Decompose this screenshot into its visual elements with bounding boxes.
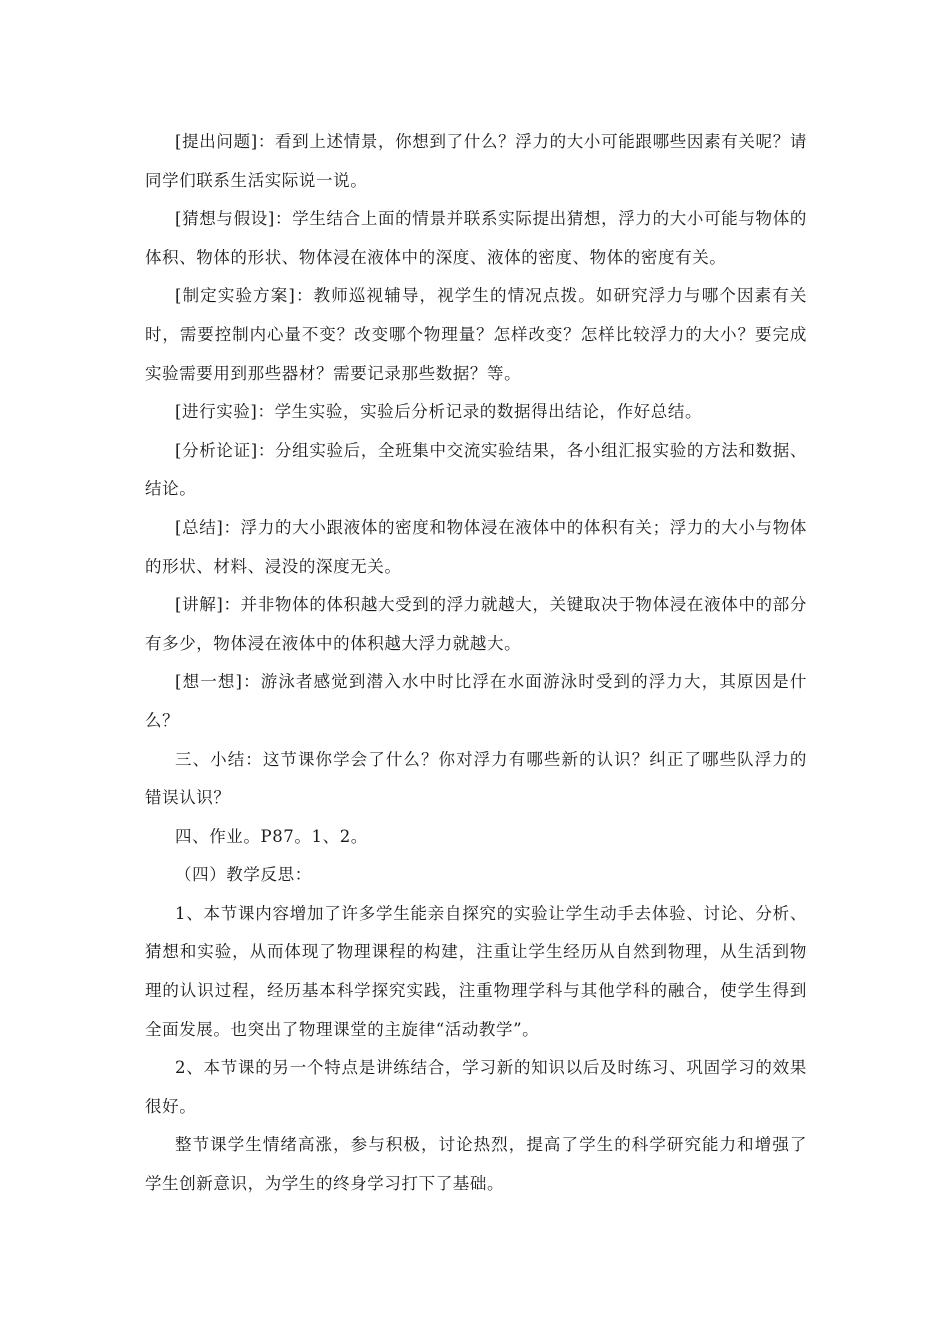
paragraph-think: [想一想]：游泳者感觉到潜入水中时比浮在水面游泳时受到的浮力大，其原因是什么？ xyxy=(145,672,807,730)
paragraph-conclusion: 整节课学生情绪高涨，参与积极，讨论热烈，提高了学生的科学研究能力和增强了学生创新意识，为学生的终身学习打下了基础。 xyxy=(145,1135,807,1194)
paragraph-hypothesis: [猜想与假设]：学生结合上面的情景并联系实际提出猜想，浮力的大小可能与物体的体积、物体的形状、物体浸在液体中的深度、液体的密度、物体的密度有关。 xyxy=(145,209,807,267)
paragraph-homework: 四、作业。P87。1、2。 xyxy=(175,826,368,846)
paragraph-conduct-experiment: [进行实验]：学生实验，实验后分析记录的数据得出结论，作好总结。 xyxy=(175,402,703,422)
paragraph-reflection-heading: （四）教学反思： xyxy=(175,865,312,885)
paragraph-lesson-summary: 三、小结：这节课你学会了什么？你对浮力有哪些新的认识？纠正了哪些队浮力的错误认识？ xyxy=(145,749,807,808)
document-page xyxy=(145,123,807,1204)
paragraph-raise-question: [提出问题]：看到上述情景，你想到了什么？浮力的大小可能跟哪些因素有关呢？请同学们联系生活实际说一说。 xyxy=(145,132,807,190)
paragraph-reflection-1: 1、本节课内容增加了许多学生能亲自探究的实验让学生动手去体验、讨论、分析、猜想和实验，从而体现了物理课程的构建，注重让学生经历从自然到物理，从生活到物理的认识过程，经历基本科学探究实践，注重物理学科与其他学科的融合，使学生得到全面发展。也突出了物理课堂的主旋律“活动教学”。 xyxy=(145,903,807,1039)
paragraph-summary: [总结]：浮力的大小跟液体的密度和物体浸在液体中的体积有关；浮力的大小与物体的形状、材料、浸没的深度无关。 xyxy=(145,517,807,576)
paragraph-analysis: [分析论证]：分组实验后，全班集中交流实验结果，各小组汇报实验的方法和数据、结论。 xyxy=(145,440,807,499)
paragraph-experiment-plan: [制定实验方案]：教师巡视辅导，视学生的情况点拨。如研究浮力与哪个因素有关时，需要控制内心量不变？改变哪个物理量？怎样改变？怎样比较浮力的大小？要完成实验需要用到那些器材？需要记录那些数据？等。 xyxy=(145,286,807,383)
paragraph-explanation: [讲解]：并非物体的体积越大受到的浮力就越大，关键取决于物体浸在液体中的部分有多少，物体浸在液体中的体积越大浮力就越大。 xyxy=(145,595,807,653)
paragraph-reflection-2: 2、本节课的另一个特点是讲练结合，学习新的知识以后及时练习、巩固学习的效果很好。 xyxy=(145,1058,807,1116)
